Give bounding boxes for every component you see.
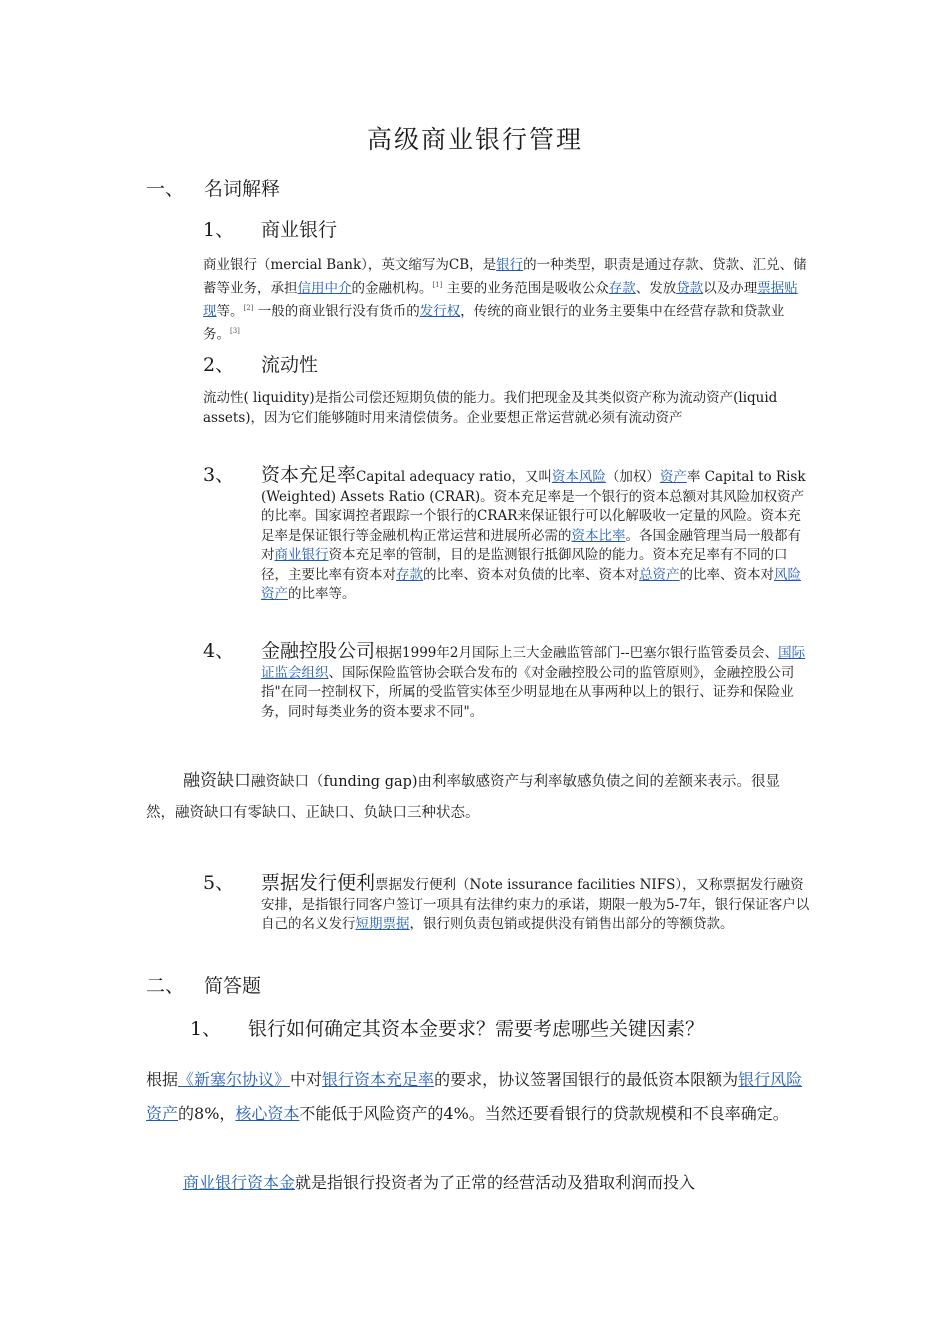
text-run: 的比率、资本对负债的比率、资本对 — [423, 566, 639, 583]
paragraph-commercial-bank — [203, 256, 809, 345]
text-run: ，传统的商业银行的业务主要集中在经营存款和贷款业务。 — [203, 303, 785, 342]
paragraph-funding-gap — [146, 766, 809, 829]
item-heading-liquidity — [203, 350, 318, 377]
text-run: 融资缺口（funding gap)由利率敏感资产与利率敏感负债之间的差额来表示。很显然，融资缺口有零缺口、正缺口、负缺口三种状态。 — [146, 774, 781, 821]
link-bank-risk-assets[interactable]: 银行风险资产 — [146, 1070, 803, 1123]
link-bill-discount[interactable]: 票据贴现 — [203, 280, 798, 319]
link-assets[interactable]: 资产 — [659, 469, 687, 485]
item-number: 3、 — [203, 464, 235, 486]
document-title: 高级商业银行管理 — [366, 125, 583, 154]
link-capital-ratio[interactable]: 资本比率 — [571, 527, 626, 544]
footnote-ref-3[interactable]: [3] — [230, 326, 240, 335]
text-run: 的8%， — [178, 1104, 236, 1123]
link-core-capital[interactable]: 核心资本 — [235, 1104, 300, 1123]
text-run: （加权） — [605, 469, 660, 485]
answer-paragraph-1 — [146, 1063, 806, 1131]
link-commercial-bank[interactable]: 商业银行 — [274, 547, 329, 563]
item-note-issuance — [203, 874, 815, 964]
text-run: 等。 — [216, 303, 244, 319]
text-run: 主要的业务范围是吸收公众 — [442, 280, 609, 296]
text-run: 根据 — [146, 1070, 179, 1089]
link-issuance-right[interactable]: 发行权 — [419, 303, 461, 319]
item-number: 4、 — [203, 640, 235, 662]
item-financial-holding — [203, 642, 809, 742]
text-run: 。各国金融管理当局一般都有对 — [261, 527, 801, 563]
paragraph-liquidity: 流动性( liquidity)是指公司偿还短期负债的能力。我们把现金及其类似资产称为流动资产(liquid assets)，因为它们能够随时用来清偿债务。企业要想正常运营就必须有流动资产 — [203, 390, 778, 426]
text-run: 资本充足率的管制，目的是监测银行抵御风险的能力。资本充足率有不同的口径，主要比率有资本对 — [261, 547, 788, 583]
text-run: 的金融机构。 — [351, 280, 433, 296]
item-number: 5、 — [203, 872, 235, 894]
text-run: 商业银行（mercial Bank），英文缩写为CB，是 — [203, 257, 497, 273]
item-number: 1、 — [203, 219, 235, 241]
link-iosco[interactable]: 国际证监会组织 — [261, 645, 806, 681]
link-capital-risk[interactable]: 资本风险 — [551, 469, 606, 485]
section-heading-definitions — [146, 174, 280, 201]
text-run: 、国际保险监管协会联合发布的《对金融控股公司的监管原则》，金融控股公司指"在同一控制权下，所属的受监管实体至少明显地在从事两种以上的银行、证券和保险业务，同时每类业务的资本要求不同"。 — [261, 664, 795, 720]
text-run: 的比率等。 — [288, 586, 356, 602]
section-heading-short-answer — [146, 971, 261, 998]
item-body — [261, 874, 815, 935]
link-basel-accord[interactable]: 《新塞尔协议》 — [178, 1070, 291, 1089]
section-label: 简答题 — [204, 975, 262, 997]
item-label: 流动性 — [261, 354, 319, 376]
text-run: 的一种类型，职责是通过存款、贷款、汇兑、储蓄等业务，承担 — [203, 257, 807, 296]
link-commercial-bank-capital[interactable]: 商业银行资本金 — [183, 1173, 296, 1192]
footnote-ref-2[interactable]: [2] — [243, 303, 254, 312]
term-note-issuance-facilities: 票据发行便利 — [261, 872, 376, 894]
item-body — [261, 642, 809, 722]
link-total-assets[interactable]: 总资产 — [639, 566, 680, 583]
footnote-ref-1[interactable]: [1] — [432, 280, 443, 289]
text-run: ，银行则负责包销或提供没有销售出部分的等额贷款。 — [409, 916, 734, 932]
text-run: 一般的商业银行没有货币的 — [253, 303, 420, 319]
link-deposits[interactable]: 存款 — [608, 280, 636, 296]
question-1 — [190, 1014, 704, 1041]
link-bank-capital-adequacy[interactable]: 银行资本充足率 — [322, 1070, 435, 1089]
section-number: 一、 — [146, 178, 185, 200]
term-financial-holding-company: 金融控股公司 — [261, 640, 376, 662]
item-heading-commercial-bank — [203, 215, 337, 242]
link-deposits-2[interactable]: 存款 — [396, 566, 423, 583]
text-run: 票据发行便利（Note issurance facilities NIFS），又称票据发行融资安排，是指银行同客户签订一项具有法律约束力的承诺，期限一般为5-7年，银行保证客户以自己的名义发行 — [261, 877, 810, 932]
answer-paragraph-2 — [183, 1166, 806, 1200]
text-run: 的比率、资本对 — [679, 566, 774, 583]
link-loans[interactable]: 贷款 — [676, 280, 704, 296]
term-funding-gap: 融资缺口 — [183, 771, 251, 791]
text-run: Capital adequacy ratio，又叫 — [356, 469, 552, 485]
item-number: 2、 — [203, 354, 235, 376]
text-run: 中对 — [290, 1070, 323, 1089]
text-run: 就是指银行投资者为了正常的经营活动及猎取利润而投入 — [295, 1173, 696, 1192]
term-capital-adequacy-ratio: 资本充足率 — [261, 464, 357, 486]
text-run: 率 Capital to Risk (Weighted) Assets Ratio (CRAR)。资本充足率是一个银行的资本总额对其风险加权资产的比率。国家调控者跟踪一个银行的CRAR来保证银行可以化解吸收一定量的风险。资本充足率是保证银行等金融机构正常运营和进展所必需的 — [261, 469, 806, 544]
question-text: 银行如何确定其资本金要求？需要考虑哪些关键因素？ — [248, 1018, 705, 1040]
section-label: 名词解释 — [204, 178, 281, 200]
link-risk-assets[interactable]: 风险资产 — [261, 566, 801, 602]
text-run: 、发放 — [635, 280, 677, 296]
question-number: 1、 — [190, 1018, 222, 1040]
link-credit-intermediary[interactable]: 信用中介 — [297, 280, 352, 296]
section-number: 二、 — [146, 975, 185, 997]
link-bank[interactable]: 银行 — [496, 257, 524, 273]
text-run: 的要求，协议签署国银行的最低资本限额为 — [434, 1070, 739, 1089]
item-body — [261, 466, 809, 605]
text-run: 以及办理 — [703, 280, 758, 296]
text-run: 根据1999年2月国际上三大金融监管部门--巴塞尔银行监管委员会、 — [375, 645, 779, 661]
link-short-term-notes[interactable]: 短期票据 — [355, 916, 410, 932]
item-capital-adequacy — [203, 466, 809, 626]
item-label: 商业银行 — [261, 219, 338, 241]
text-run: 不能低于风险资产的4%。当然还要看银行的贷款规模和不良率确定。 — [299, 1104, 789, 1123]
